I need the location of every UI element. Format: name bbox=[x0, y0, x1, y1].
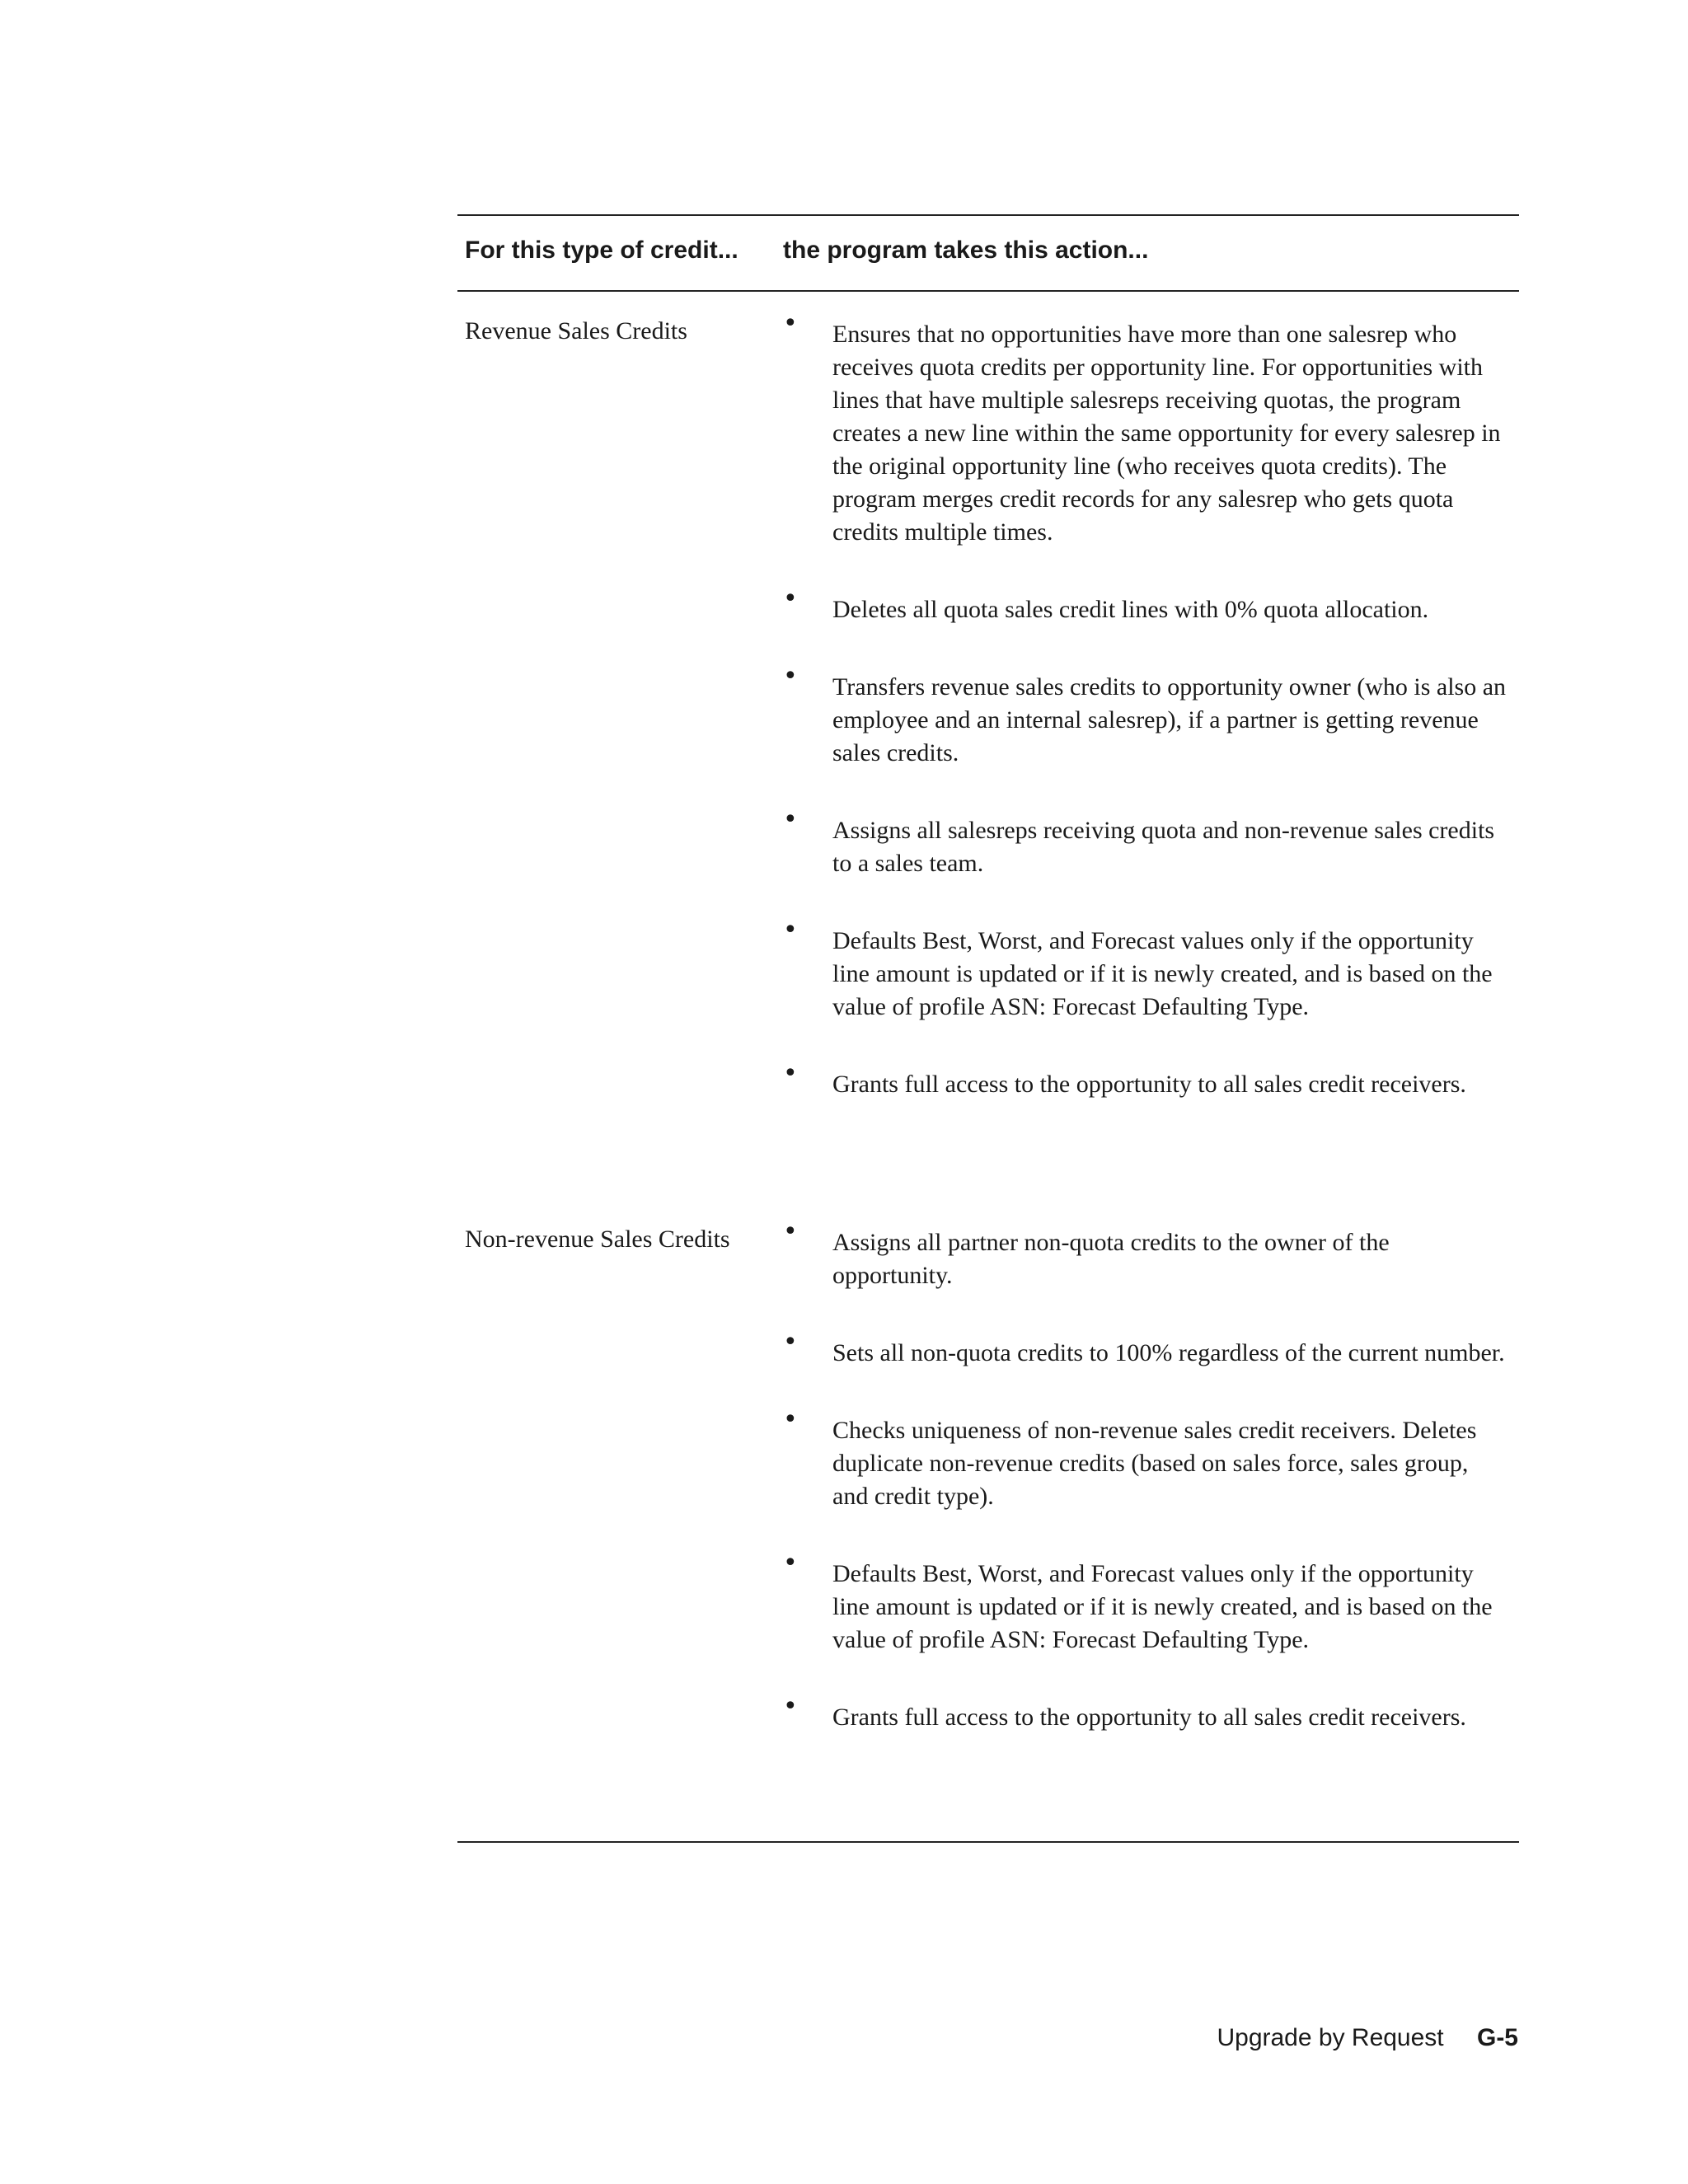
action-text: Grants full access to the opportunity to all sales credit receivers. bbox=[832, 1704, 1466, 1731]
bullet-icon: • bbox=[783, 1328, 798, 1357]
list-item bbox=[783, 1551, 1508, 1657]
list-item bbox=[783, 1330, 1508, 1370]
table-header-rule bbox=[457, 290, 1519, 292]
list-item bbox=[783, 309, 1508, 549]
list-item bbox=[783, 918, 1508, 1024]
list-item bbox=[783, 1694, 1508, 1734]
action-text: Defaults Best, Worst, and Forecast values only if the opportunity line amount is updated or if it is newly created, and is based on the value of profile ASN: Forecast Defaulting Type. bbox=[832, 1560, 1493, 1653]
column-header-credit-type: For this type of credit... bbox=[465, 237, 738, 264]
list-item bbox=[783, 1405, 1508, 1513]
bullet-icon: • bbox=[783, 309, 798, 338]
action-text: Assigns all salesreps receiving quota and non-revenue sales credits to a sales team. bbox=[832, 817, 1495, 877]
action-text: Deletes all quota sales credit lines with 0% quota allocation. bbox=[832, 596, 1429, 623]
list-item bbox=[783, 584, 1508, 626]
row-label-non-revenue-sales-credits: Non-revenue Sales Credits bbox=[465, 1226, 730, 1253]
bullet-icon: • bbox=[783, 916, 798, 944]
bullet-icon: • bbox=[783, 1692, 798, 1721]
non-revenue-actions-list bbox=[783, 1217, 1508, 1772]
footer-title: Upgrade by Request bbox=[1217, 2024, 1444, 2051]
column-header-action: the program takes this action... bbox=[783, 237, 1149, 264]
action-text: Grants full access to the opportunity to all sales credit receivers. bbox=[832, 1071, 1466, 1098]
bullet-icon: • bbox=[783, 1059, 798, 1088]
list-item bbox=[783, 805, 1508, 880]
page-footer bbox=[1217, 2023, 1518, 2053]
list-item bbox=[783, 664, 1508, 770]
action-text: Transfers revenue sales credits to opportunity owner (who is also an employee and an internal salesrep), if a partner is getting revenue sales credits. bbox=[832, 673, 1507, 766]
action-text: Ensures that no opportunities have more than one salesrep who receives quota credits per opportunity line. For opportunities with lines that have multiple salesreps receiving quotas, the program creates a new line within the same opportunity for every salesrep in the original opportunity line (who receives quota credits). The program merges credit records for any salesrep who gets quota credits multiple times. bbox=[832, 321, 1501, 546]
table-top-rule bbox=[457, 214, 1519, 216]
list-item bbox=[783, 1059, 1508, 1101]
action-text: Assigns all partner non-quota credits to the owner of the opportunity. bbox=[832, 1229, 1390, 1289]
bullet-icon: • bbox=[783, 805, 798, 834]
row-label-revenue-sales-credits: Revenue Sales Credits bbox=[465, 317, 687, 344]
bullet-icon: • bbox=[783, 662, 798, 691]
action-text: Defaults Best, Worst, and Forecast values only if the opportunity line amount is updated or if it is newly created, and is based on the value of profile ASN: Forecast Defaulting Type. bbox=[832, 927, 1493, 1020]
table-bottom-rule bbox=[457, 1841, 1519, 1843]
action-text: Sets all non-quota credits to 100% regardless of the current number. bbox=[832, 1339, 1505, 1366]
revenue-actions-list bbox=[783, 309, 1508, 1139]
bullet-icon: • bbox=[783, 1549, 798, 1577]
action-text: Checks uniqueness of non-revenue sales credit receivers. Deletes duplicate non-revenue credits (based on sales force, sales group, and credit type). bbox=[832, 1417, 1477, 1510]
bullet-icon: • bbox=[783, 584, 798, 613]
page-number: G-5 bbox=[1476, 2024, 1518, 2051]
bullet-icon: • bbox=[783, 1405, 798, 1434]
bullet-icon: • bbox=[783, 1217, 798, 1246]
list-item bbox=[783, 1217, 1508, 1292]
